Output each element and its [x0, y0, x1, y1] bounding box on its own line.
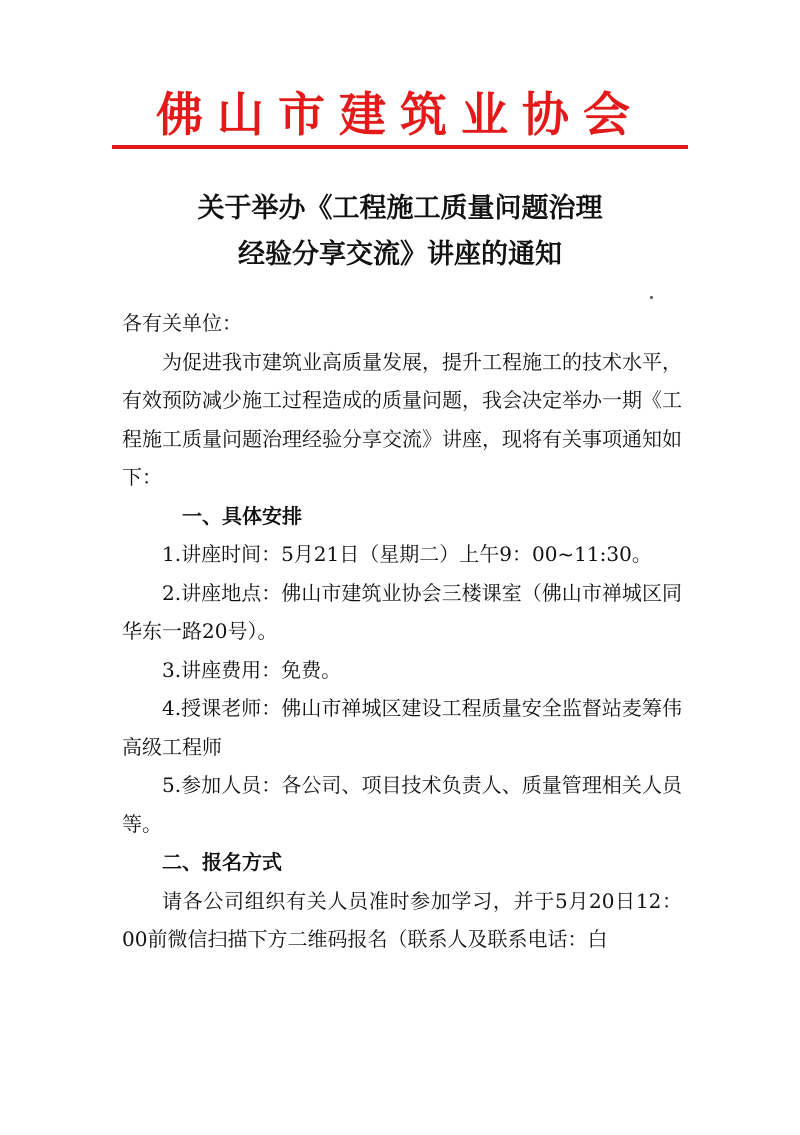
notice-title: [90, 186, 710, 278]
org-letterhead: 佛山市建筑业协会: [156, 88, 644, 143]
registration-paragraph: 请各公司组织有关人员准时参加学习，并于5月20日12：00前微信扫描下方二维码报名（联系人及联系电话：白: [122, 888, 682, 951]
scan-speck: [650, 296, 653, 299]
item-lecture-time: 1.讲座时间：5月21日（星期二）上午9：00~11:30。: [162, 542, 652, 566]
letterhead-red-rule: [112, 145, 688, 149]
section-heading-arrangements: 一、具体安排: [182, 503, 302, 528]
item-lecturer: 4.授课老师：佛山市禅城区建设工程质量安全监督站麦筹伟 高级工程师: [122, 696, 682, 759]
notice-title-line-2: 经验分享交流》讲座的通知: [238, 239, 562, 270]
salutation: 各有关单位：: [122, 311, 242, 335]
section-heading-registration: 二、报名方式: [162, 850, 282, 874]
item-lecture-fee: 3.讲座费用：免费。: [162, 657, 342, 682]
item-participants: 5.参加人员：各公司、项目技术负责人、质量管理相关人员等。: [122, 773, 682, 836]
notice-title-line-1: 关于举办《工程施工质量问题治理: [197, 193, 603, 224]
item-lecture-location: 2.讲座地点：佛山市建筑业协会三楼课室（佛山市禅城区同华东一路20号）。: [122, 580, 682, 643]
notice-body: [122, 304, 682, 959]
intro-paragraph: 为促进我市建筑业高质量发展，提升工程施工的技术水平，有效预防减少施工过程造成的质量问题，我会决定举办一期《工程施工质量问题治理经验分享交流》讲座，现将有关事项通知如下：: [122, 349, 682, 489]
